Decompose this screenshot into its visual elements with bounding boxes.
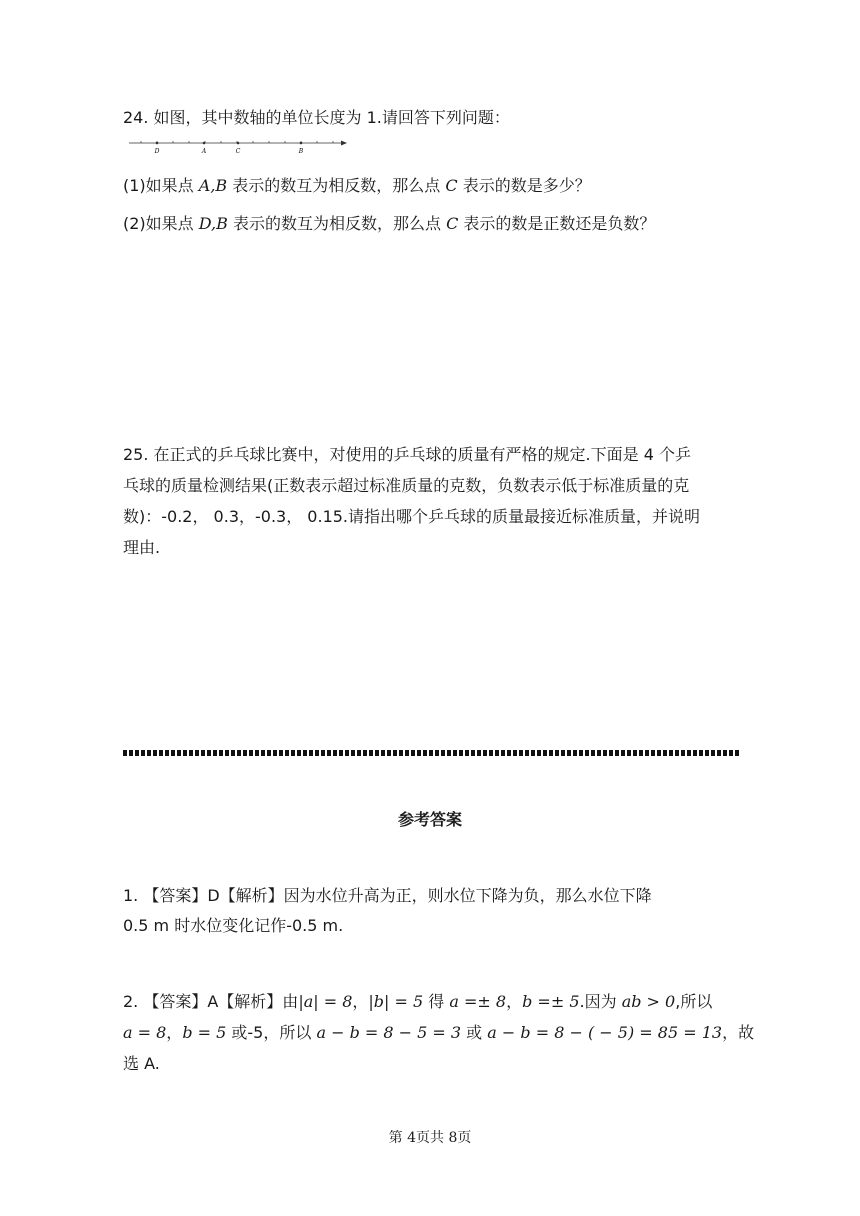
number-line-arrow: [341, 141, 347, 146]
q25-line-2: 乓球的质量检测结果(正数表示超过标准质量的克数，负数表示低于标准质量的克: [123, 476, 690, 495]
point-d: [156, 142, 159, 145]
number-line-figure: [127, 136, 349, 156]
answer-1-line-2: 0.5 m 时水位变化记作-0.5 m.: [123, 916, 344, 935]
point-label-b: B: [298, 148, 304, 155]
answer-1-line-1: 1. 【答案】D【解析】因为水位升高为正，则水位下降为负，那么水位下降: [123, 886, 652, 905]
section-divider: [123, 750, 739, 756]
q24-subquestion-2: (2)如果点 D,B 表示的数互为相反数，那么点 C 表示的数是正数还是负数？: [123, 214, 656, 233]
point-label-d: D: [154, 148, 160, 155]
point-label-a: A: [201, 148, 207, 155]
point-a: [203, 142, 206, 145]
answer-2-line-3: 选 A.: [123, 1054, 160, 1073]
q24-subquestion-1: (1)如果点 A,B 表示的数互为相反数，那么点 C 表示的数是多少？: [123, 176, 591, 195]
q25-line-1: 25. 在正式的乒乓球比赛中，对使用的乒乓球的质量有严格的规定.下面是 4 个乒: [123, 445, 691, 464]
answer-2-line-2: a = 8，b = 5 或-5，所以 a − b = 8 − 5 = 3 或 a − b = 8 − ( − 5) = 85 = 13，故: [123, 1023, 755, 1042]
q25-line-4: 理由.: [123, 538, 161, 557]
point-c: [237, 142, 240, 145]
q24-title: 24. 如图，其中数轴的单位长度为 1.请回答下列问题：: [123, 108, 510, 127]
answer-2-line-1: 2. 【答案】A【解析】由|a| = 8，|b| = 5 得 a =± 8，b =± 5.因为 ab > 0,所以: [123, 992, 713, 1011]
page-footer: 第 4页共 8页: [388, 1130, 472, 1146]
point-label-c: C: [235, 148, 241, 155]
answers-heading: 参考答案: [397, 810, 462, 829]
q25-line-3: 数)：-0.2， 0.3，-0.3， 0.15.请指出哪个乒乓球的质量最接近标准质量，并说明: [123, 507, 701, 526]
point-b: [300, 142, 303, 145]
